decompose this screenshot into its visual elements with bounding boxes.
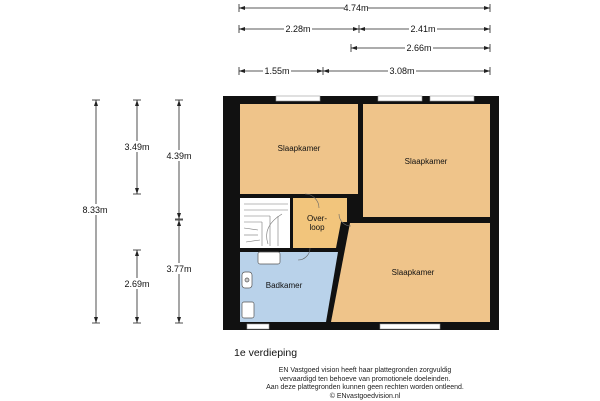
dim-height-total: 8.33m [82, 205, 108, 215]
disclaimer-line-4: © ENvastgoedvision.nl [329, 392, 401, 400]
disclaimer-line-2: vervaardigd ten behoeve van promotionele doeleinden. [279, 375, 451, 383]
dim-height-upper-room: 3.49m [124, 142, 150, 152]
dim-width-right-c: 3.08m [389, 66, 415, 76]
dimension-height-upper [160, 100, 198, 219]
label-bedroom-top-right: Slaapkamer [404, 157, 448, 166]
disclaimer [210, 367, 520, 401]
label-landing-line1: Over- [307, 214, 327, 223]
dim-height-lower-small: 2.69m [124, 279, 150, 289]
disclaimer-line-1: EN Vastgoed vision heeft haar plattegronden zorgvuldig [278, 367, 452, 374]
dim-width-left-c: 1.55m [264, 66, 290, 76]
dim-width-right-b: 2.66m [406, 43, 432, 53]
dimension-height-total [78, 100, 112, 323]
stairwell [240, 198, 290, 248]
dimension-row-4 [239, 66, 490, 76]
dim-height-lower: 3.77m [166, 264, 192, 274]
dim-height-upper: 4.39m [166, 151, 192, 161]
dimension-row-3 [351, 43, 490, 53]
dim-width-left-a: 2.28m [285, 24, 311, 34]
disclaimer-line-3: Aan deze plattegronden kunnen geen rechten worden ontleend. [266, 384, 464, 392]
dimension-height-lower [160, 220, 198, 323]
dimension-height-lower-small [118, 250, 156, 323]
dim-width-right-a: 2.41m [410, 24, 436, 34]
dimension-height-upper-room [118, 100, 156, 194]
dim-width-total: 4.74m [343, 3, 369, 13]
dimension-row-2 [239, 24, 490, 34]
label-bathroom: Badkamer [265, 281, 303, 290]
floor-label: 1e verdieping [234, 347, 298, 359]
label-landing-line2: loop [309, 223, 325, 232]
label-bedroom-bottom-right: Slaapkamer [391, 268, 435, 277]
dimension-width-total [239, 3, 490, 13]
label-bedroom-top-left: Slaapkamer [277, 144, 321, 153]
